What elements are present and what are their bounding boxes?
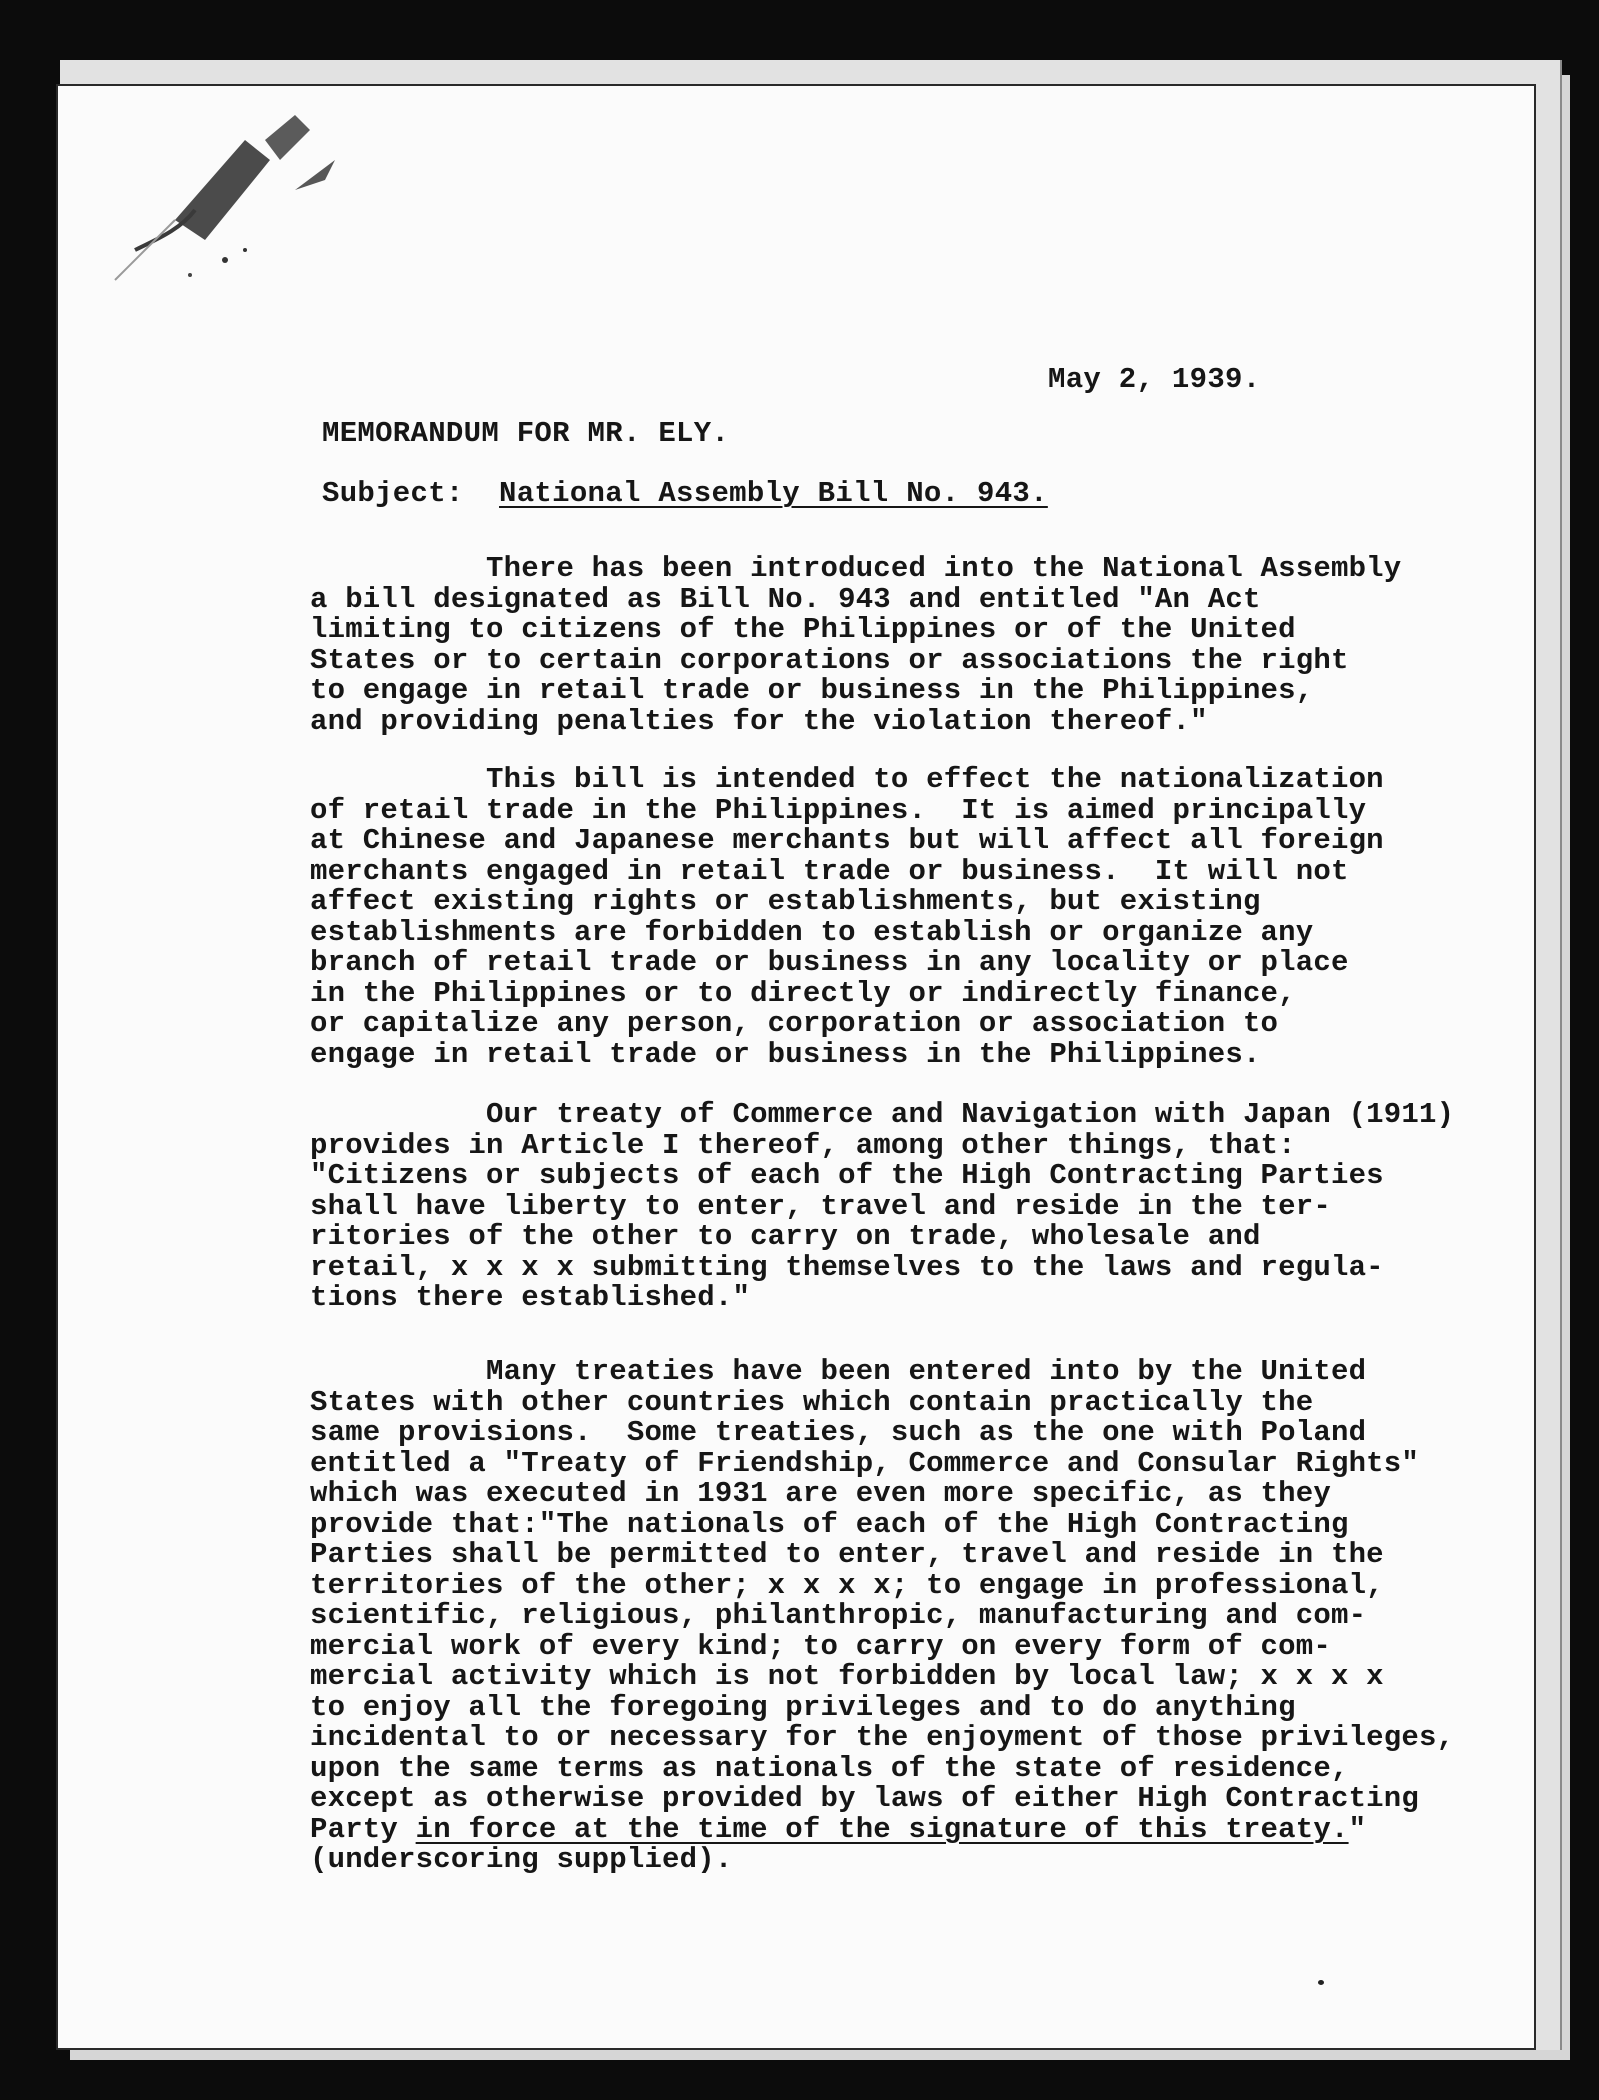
paragraph-line: Our treaty of Commerce and Navigation with Japan (1911): [310, 1098, 1455, 1131]
paragraph-line: shall have liberty to enter, travel and reside in the ter-: [310, 1189, 1331, 1223]
paragraph-line: to enjoy all the foregoing privileges and to do anything: [310, 1690, 1296, 1724]
subject-value: National Assembly Bill No. 943.: [499, 477, 1048, 510]
paragraph-line: or capitalize any person, corporation or association to: [310, 1007, 1279, 1040]
paragraph-line: retail, x x x x submitting themselves to the laws and regula-: [310, 1250, 1384, 1284]
line-suffix: ": [1348, 1812, 1367, 1846]
paragraph-line: scientific, religious, philanthropic, manufacturing and com-: [310, 1599, 1367, 1632]
paragraph-line-underlined: [310, 1812, 1490, 1846]
paragraph-line: which was executed in 1931 are even more specific, as they: [310, 1477, 1331, 1510]
paragraph-line: There has been introduced into the National Assembly: [310, 552, 1402, 585]
paragraph-line: tions there established.": [310, 1281, 751, 1314]
memo-subject: [322, 478, 1048, 509]
paragraph-line: affect existing rights or establishments, but existing: [310, 885, 1261, 918]
paragraph-line: States with other countries which contain practically the: [310, 1385, 1314, 1419]
paragraph-line: entitled a "Treaty of Friendship, Commerce and Consular Rights": [310, 1446, 1419, 1480]
ink-dot: [1318, 1980, 1324, 1985]
line-prefix: Party: [310, 1812, 416, 1846]
paragraph-line: "Citizens or subjects of each of the High Contracting Parties: [310, 1159, 1384, 1192]
memo-recipient: MEMORANDUM FOR MR. ELY.: [322, 417, 730, 450]
paragraph-line: of retail trade in the Philippines. It is aimed principally: [310, 793, 1367, 827]
paragraph-line: (underscoring supplied).: [310, 1843, 733, 1876]
paragraph-line: Parties shall be permitted to enter, travel and reside in the: [310, 1538, 1384, 1571]
paragraph-line: engage in retail trade or business in the Philippines.: [310, 1037, 1261, 1071]
paragraph-line: to engage in retail trade or business in the Philippines,: [310, 674, 1314, 707]
paragraph-line: merchants engaged in retail trade or business. It will not: [310, 854, 1349, 888]
paragraph-line: mercial work of every kind; to carry on every form of com-: [310, 1629, 1331, 1663]
paragraph-line: provide that:"The nationals of each of the High Contracting: [310, 1507, 1349, 1541]
paragraph-line: incidental to or necessary for the enjoyment of those privileges,: [310, 1721, 1455, 1754]
paragraph-line: a bill designated as Bill No. 943 and entitled "An Act: [310, 582, 1261, 616]
paragraph-line: States or to certain corporations or associations the right: [310, 643, 1349, 677]
paragraph-4: [310, 1357, 1490, 1876]
paragraph-line: and providing penalties for the violation thereof.": [310, 704, 1208, 738]
subject-label: Subject:: [322, 477, 464, 510]
paragraph-line: except as otherwise provided by laws of either High Contracting: [310, 1782, 1419, 1815]
paragraph-line: ritories of the other to carry on trade, wholesale and: [310, 1220, 1261, 1253]
paragraph-line: Many treaties have been entered into by the United: [310, 1355, 1367, 1388]
paragraph-line: provides in Article I thereof, among other things, that:: [310, 1128, 1296, 1162]
paragraph-line: limiting to citizens of the Philippines or of the United: [310, 613, 1296, 646]
paragraph-line: territories of the other; x x x x; to engage in professional,: [310, 1568, 1384, 1602]
ink-smudge-mark: [95, 100, 395, 300]
paragraph-3: [310, 1100, 1490, 1314]
paragraph-line: mercial activity which is not forbidden by local law; x x x x: [310, 1660, 1384, 1693]
memo-date: May 2, 1939.: [1048, 363, 1261, 396]
paragraph-line: branch of retail trade or business in any locality or place: [310, 946, 1349, 979]
underlined-phrase: in force at the time of the signature of this treaty.: [415, 1812, 1349, 1846]
paragraph-line: establishments are forbidden to establish or organize any: [310, 915, 1314, 949]
paragraph-line: same provisions. Some treaties, such as the one with Poland: [310, 1416, 1367, 1449]
paragraph-line: at Chinese and Japanese merchants but will affect all foreign: [310, 824, 1384, 857]
paragraph-1: [310, 554, 1490, 737]
paragraph-line: This bill is intended to effect the nationalization: [310, 763, 1384, 796]
paragraph-line: upon the same terms as nationals of the state of residence,: [310, 1751, 1349, 1785]
paragraph-2: [310, 765, 1490, 1070]
paragraph-line: in the Philippines or to directly or indirectly finance,: [310, 976, 1296, 1010]
